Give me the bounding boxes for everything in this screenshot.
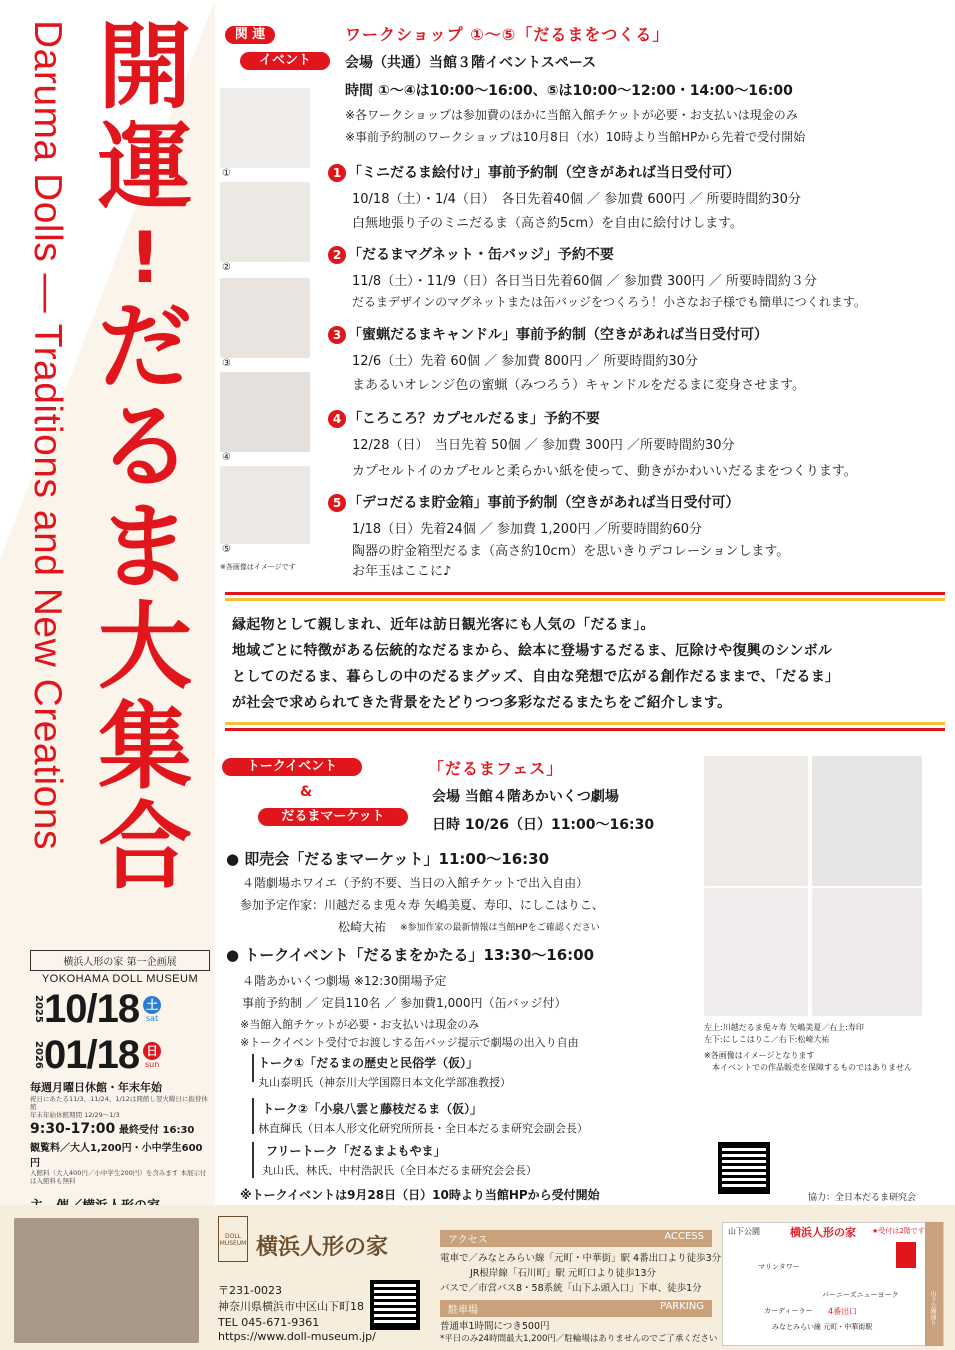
market-photo-1 (704, 756, 808, 886)
map-tower: マリンタワー (758, 1263, 800, 1271)
map-exit: 4番出口 (828, 1307, 858, 1316)
workshop-note-2: ※事前予約制のワークショップは10月8日（水）10時より当館HPから先着で受付開始 (345, 130, 806, 144)
intro-text (232, 612, 937, 716)
talk-2-title: トーク②「小泉八雲と藤枝だるま（仮）」 (262, 1102, 483, 1116)
map-hotel: バーニーズニューヨーク (822, 1291, 899, 1299)
workshop-item-1-title (328, 162, 740, 182)
intro-line: 縁起物として親しまれ、近年は訪日観光客にも人気の「だるま」。 (232, 617, 655, 633)
talk-bracket (252, 1098, 254, 1134)
title-char: 集 (97, 693, 192, 802)
stripe-red (225, 592, 945, 595)
map-museum: 横浜人形の家 (790, 1226, 856, 1239)
workshop-item-1-details: 10/18（土）・1/4（日） 各日先着40個 ／ 参加費 600円 ／ 所要時間約30分 (352, 192, 801, 207)
market-photo-note-1: ※各画像はイメージとなります (704, 1051, 815, 1060)
item-title: 「デコだるま貯金箱」事前予約制（空きがあれば当日受付可） (348, 495, 740, 511)
zip-code: 〒231-0023 (218, 1284, 282, 1297)
closed-note: 祝日にあたる11/3、11/24、1/12は開館し翌火曜日に振替休館 (30, 1095, 208, 1111)
museum-building-photo (14, 1218, 199, 1343)
intro-line: 地域ごとに特徴がある伝統的なだるまから、絵本に登場するだるま、厄除けや復興のシンボル (232, 643, 833, 659)
talk-1-title: トーク①「だるまの歴史と民俗学（仮）」 (258, 1056, 479, 1070)
item-title: 「ミニだるま絵付け」事前予約制（空きがあれば当日受付可） (348, 165, 740, 181)
end-dow-en: sun (144, 1059, 160, 1069)
market-title: ● 即売会「だるまマーケット」11:00～16:30 (226, 850, 550, 868)
workshop-item-2-title (328, 244, 614, 264)
access-header (440, 1230, 712, 1247)
stripe-yellow (225, 722, 945, 725)
market-artists: 参加予定作家：川越だるま兎々寿 矢嶋美夏、寿印、にしこはりこ、 (240, 898, 604, 912)
workshop-photo-3 (220, 278, 310, 358)
workshop-photo-5 (220, 466, 310, 544)
workshop-note-1: ※各ワークショップは参加費のほかに当館入館チケットが必要・お支払いは現金のみ (345, 108, 798, 122)
fes-heading: 「だるまフェス」 (428, 759, 564, 778)
map-dealer: カーディーラー (764, 1307, 813, 1315)
start-dow-en: sat (146, 1013, 159, 1023)
fes-venue: 会場 当館４階あかいくつ劇場 (432, 789, 619, 805)
workshop-heading: ワークショップ ①～⑤「だるまをつくる」 (345, 25, 670, 44)
start-date-row (30, 987, 210, 1031)
map-park: 山下公園 (728, 1227, 760, 1236)
photo-label-2: ② (222, 262, 231, 273)
access-train: 電車で／みなとみらい線「元町・中華街」駅 4番出口より徒歩3分 (440, 1253, 722, 1264)
title-char: る (97, 393, 192, 502)
workshop-item-3-desc: まあるいオレンジ色の蜜蝋（みつろう）キャンドルをだるまに変身させます。 (352, 378, 806, 393)
workshop-venue: 会場（共通）当館３階イベントスペース (345, 55, 597, 71)
title-char: 開 (97, 13, 192, 122)
museum-name-en: YOKOHAMA DOLL MUSEUM (41, 973, 199, 985)
number-badge: 3 (328, 326, 346, 344)
ampersand: & (300, 784, 313, 800)
telephone: TEL 045-671-9361 (218, 1316, 320, 1329)
workshop-photo-4 (220, 372, 310, 452)
start-dow: 土 (143, 996, 161, 1014)
number-badge: 2 (328, 246, 346, 264)
workshop-item-5-details: 1/18（日）先着24個 ／ 参加費 1,200円 ／所要時間約60分 (352, 522, 703, 537)
workshop-item-3-details: 12/6（土）先着 60個 ／ 参加費 800円 ／ 所要時間約30分 (352, 354, 698, 369)
map-entry-note: ★受付は2階です (872, 1227, 925, 1235)
fes-qr-code[interactable] (718, 1142, 770, 1194)
museum-name: 横浜人形の家 (256, 1234, 389, 1260)
item-title: 「蜜蝋だるまキャンドル」事前予約制（空きがあれば当日受付可） (348, 327, 768, 343)
website-url[interactable]: https://www.doll-museum.jp/ (218, 1330, 376, 1343)
talk-1-speaker: 丸山泰明氏（神奈川大学国際日本文化学部准教授） (258, 1076, 511, 1089)
exhibition-info (30, 950, 210, 1214)
fes-date: 日時 10/26（日）11:00～16:30 (432, 817, 655, 833)
access-jr: JR根岸線「石川町」駅 元町口より徒歩13分 (470, 1268, 657, 1279)
end-date: 01/18 (44, 1033, 140, 1077)
museum-qr-code[interactable] (370, 1280, 420, 1330)
stripe-yellow (225, 598, 945, 601)
workshop-item-5-desc: 陶器の貯金箱型だるま（高さ約10cm）を思いきりデコレーションします。 (352, 544, 790, 559)
hours: 9:30-17:00 (30, 1121, 116, 1137)
number-badge: 5 (328, 494, 346, 512)
cooperation: 協力：全日本だるま研究会 (808, 1193, 917, 1203)
workshop-item-4-desc: カプセルトイのカプセルと柔らかい紙を使って、動きがかわいいだるまをつくります。 (352, 464, 857, 479)
market-photo-4 (812, 888, 922, 1016)
workshop-photo-2 (220, 182, 310, 262)
workshop-item-2-desc: だるまデザインのマグネットまたは缶バッジをつくろう！小さなお子様でも簡単につくれます。 (352, 295, 866, 309)
market-photo-note-2: 本イベントでの作品販売を保障するものではありません (712, 1063, 912, 1072)
talk-registration: ※トークイベントは9月28日（日）10時より当館HPから受付開始 (240, 1188, 600, 1202)
fee: 観覧料／大人1,200円・小中学生600円 (30, 1143, 203, 1169)
parking-label: 駐車場 (448, 1305, 478, 1316)
workshop-item-3-title (328, 324, 768, 344)
market-note: ※参加作家の最新情報は当館HPをご確認ください (400, 923, 600, 933)
parking-note: *平日のみ24時間最大1,200円／駐輪場はありませんのでご了承ください (440, 1334, 718, 1344)
end-date-row (30, 1033, 210, 1077)
photo-label-4: ④ (222, 452, 231, 463)
talk-place: ４階あかいくつ劇場 ※12:30開場予定 (242, 974, 447, 988)
talk-note-2: ※トークイベント受付でお渡しする缶バッジ提示で劇場の出入り自由 (240, 1036, 579, 1049)
last-entry: 最終受付 16:30 (119, 1125, 195, 1136)
photo-label-3: ③ (222, 358, 231, 369)
market-photo-caption-1: 左上:川越だるま兎々寿 矢嶋美夏／右上:寿印 (704, 1023, 864, 1032)
talk-note-1: ※当館入館チケットが必要・お支払いは現金のみ (240, 1018, 480, 1031)
market-photo-2 (812, 756, 922, 886)
market-photo-caption-2: 左下:にしこはりこ／右下:松崎大祐 (704, 1035, 830, 1044)
workshop-item-1-desc: 白無地張り子のミニだるま（高さ約5cm）を自由に絵付けします。 (352, 216, 744, 231)
stripe-red (225, 728, 945, 731)
intro-line: が社会で求められてきた背景をたどりつつ多彩なだるまたちをご紹介します。 (232, 695, 732, 711)
intro-line: としてのだるま、暮らしの中のだるまグッズ、自由な発想で広がる創作だるままで、「だるま」 (232, 669, 840, 685)
workshop-time: 時間 ①～④は10:00～16:00、⑤は10:00～12:00・14:00～16:00 (345, 83, 793, 99)
market-artists-2: 松崎大祐 (338, 920, 387, 934)
main-title (95, 13, 195, 902)
end-dow: 日 (143, 1042, 161, 1060)
museum-logo: DOLL MUSEUM (218, 1216, 248, 1262)
talk-bracket (252, 1142, 254, 1178)
title-char: 運 (97, 113, 192, 222)
end-year: 2026 (33, 1041, 44, 1069)
photo-note: ※各画像はイメージです (220, 563, 296, 571)
title-char: 合 (97, 793, 192, 902)
item-title: 「だるまマグネット・缶バッジ」予約不要 (348, 247, 614, 263)
number-badge: 1 (328, 164, 346, 182)
talk-bracket (252, 1054, 254, 1082)
talk-title: ● トークイベント「だるまをかたる」13:30～16:00 (226, 946, 595, 964)
market-photo-3 (704, 888, 808, 1016)
talk-event-tag: トークイベント (222, 758, 362, 776)
event-tag: イベント (240, 52, 330, 70)
title-char: だ (97, 293, 192, 402)
workshop-item-5-extra: お年玉はここに♪ (352, 564, 452, 579)
workshop-item-2-details: 11/8（土）・11/9（日）各日当日先着60個 ／ 参加費 300円 ／ 所要時間約３分 (352, 274, 817, 289)
workshop-item-4-details: 12/28（日） 当日先着 50個 ／ 参加費 300円 ／所要時間約30分 (352, 438, 735, 453)
access-label-en: ACCESS (664, 1231, 704, 1242)
related-tag: 関 連 (225, 26, 275, 44)
photo-label-5: ⑤ (222, 544, 231, 555)
item-title: 「ころころ？カプセルだるま」予約不要 (348, 411, 600, 427)
market-tag: だるまマーケット (258, 808, 408, 826)
market-place: ４階劇場ホワイエ（予約不要、当日の入館チケットで出入自由） (242, 876, 589, 890)
english-title: Daruma Dolls — Traditions and New Creations (26, 20, 69, 850)
access-label: アクセス (448, 1235, 488, 1246)
talk-3-speaker: 丸山氏、林氏、中村浩訳氏（全日本だるま研究会会長） (262, 1164, 537, 1177)
title-char: ! (129, 217, 161, 299)
workshop-photo-1 (220, 88, 310, 168)
workshop-item-4-title (328, 408, 600, 428)
parking-fee: 普通車1時間につき500円 (440, 1321, 550, 1332)
number-badge: 4 (328, 410, 346, 428)
title-char: 大 (97, 593, 192, 702)
start-date: 10/18 (44, 987, 140, 1031)
start-year: 2025 (33, 995, 44, 1023)
map-street: 山下公園通り (929, 1290, 936, 1326)
closed-days: 毎週月曜日休館・年末年始 (30, 1081, 162, 1094)
map-road (925, 1222, 943, 1346)
map-museum-marker (896, 1242, 916, 1268)
series-label: 横浜人形の家 第一企画展 (30, 950, 210, 971)
talk-3-title: フリートーク「だるまよもやま」 (266, 1144, 446, 1158)
talk-reservation: 事前予約制 ／ 定員110名 ／ 参加費1,000円（缶バッジ付） (242, 996, 567, 1010)
address: 神奈川県横浜市中区山下町18 (218, 1300, 364, 1313)
talk-2-speaker: 林直輝氏（日本人形文化研究所所長・全日本だるま研究会副会長） (258, 1122, 588, 1135)
closed-note-2: 年末年始休館期間 12/29～1/3 (30, 1111, 120, 1119)
photo-label-1: ① (222, 168, 231, 179)
title-char: ま (97, 493, 192, 602)
parking-label-en: PARKING (660, 1301, 704, 1312)
map-station: みなとみらい線 元町・中華街駅 (772, 1323, 873, 1331)
workshop-item-5-title (328, 492, 739, 512)
parking-header (440, 1300, 712, 1317)
access-bus: バスで／市営バス8・58系統「山下ふ頭入口」下車、徒歩1分 (440, 1283, 702, 1294)
fee-note: 入館料（大人400円／小中学生200円）を含みます 本展示付は入館料も無料 (30, 1169, 207, 1185)
